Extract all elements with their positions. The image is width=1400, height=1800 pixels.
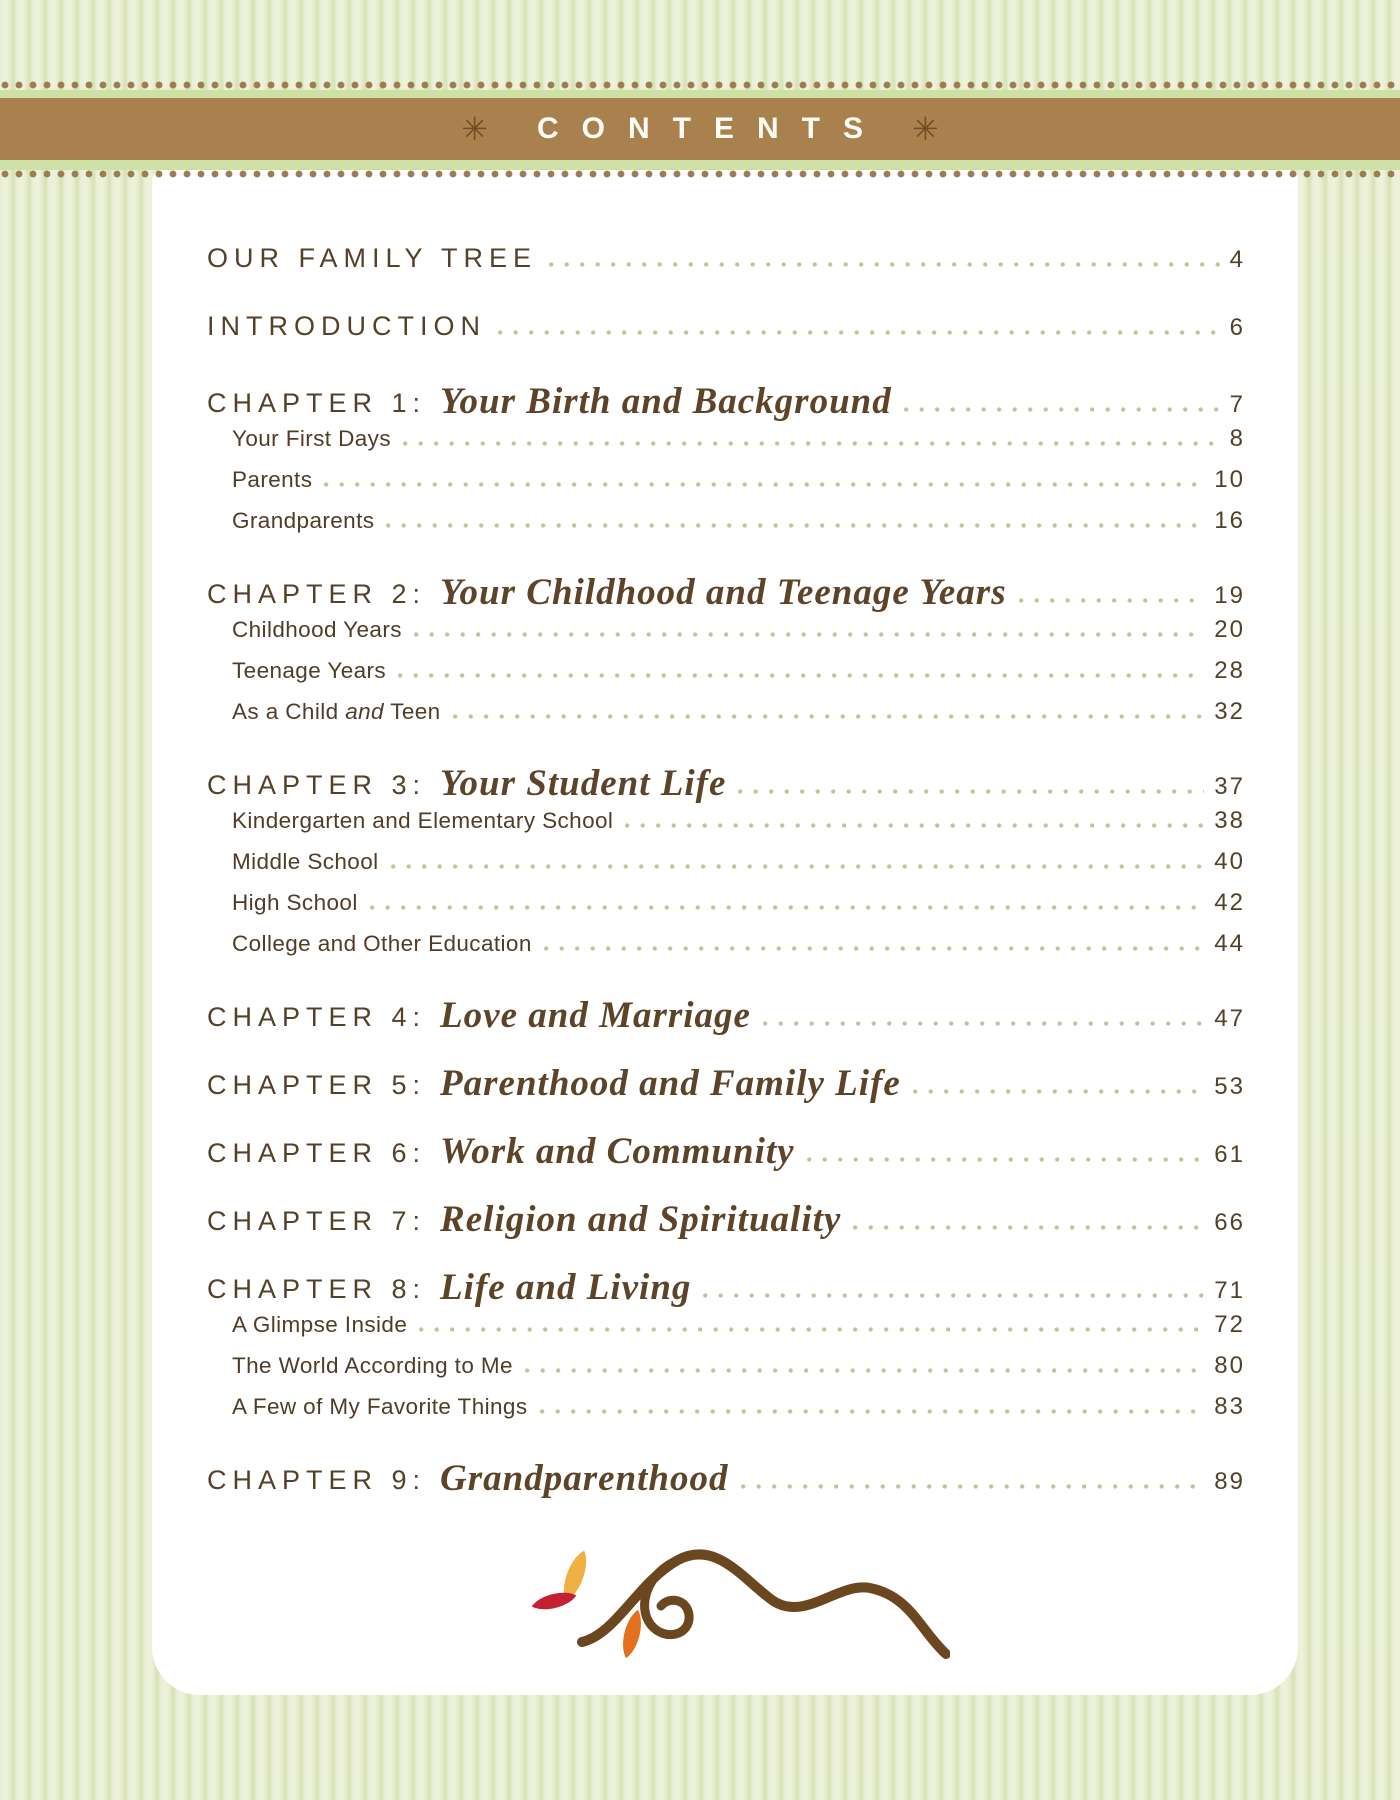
page-number: 53 <box>1214 1073 1245 1100</box>
toc-chapter-row <box>207 1456 1245 1502</box>
toc-heading-label: CHAPTER 6: <box>207 1138 427 1168</box>
toc-sub-row <box>207 889 1245 930</box>
toc-entry-label: The World According to Me <box>232 1353 513 1378</box>
page-number: 19 <box>1214 582 1245 609</box>
page-number: 10 <box>1214 466 1245 493</box>
toc-entry-label: A Few of My Favorite Things <box>232 1394 528 1419</box>
contents-card <box>152 170 1298 1695</box>
toc-heading-label: CHAPTER 3: <box>207 770 427 800</box>
toc-entry-label: Kindergarten and Elementary School <box>232 808 614 833</box>
page-number: 72 <box>1214 1311 1245 1338</box>
toc-sub-row <box>207 1393 1245 1434</box>
dot-leader <box>453 714 1205 719</box>
toc-chapter-row <box>207 1265 1245 1311</box>
dot-leader <box>386 523 1204 528</box>
dot-leader <box>498 330 1220 335</box>
page-number: 44 <box>1214 930 1245 957</box>
dot-leader <box>853 1225 1204 1230</box>
toc-entry-label: Middle School <box>232 849 379 874</box>
dotted-border-top <box>0 80 1400 90</box>
toc-sub-row <box>207 507 1245 548</box>
asterisk-ornament-icon: ✳ <box>461 110 488 148</box>
page-number: 71 <box>1214 1277 1245 1304</box>
dot-leader <box>324 482 1204 487</box>
toc-sub-row <box>207 807 1245 848</box>
toc-entry-label: Teenage Years <box>232 658 387 683</box>
toc-heading-label: CHAPTER 5: <box>207 1070 427 1100</box>
dot-leader <box>703 1293 1204 1298</box>
toc-sub-row <box>207 425 1245 466</box>
toc-row <box>207 243 1245 289</box>
page-number: 16 <box>1214 507 1245 534</box>
page-number: 37 <box>1214 773 1245 800</box>
dot-leader <box>763 1021 1204 1026</box>
dot-leader <box>549 262 1220 267</box>
contents-banner <box>0 98 1400 160</box>
dot-leader <box>398 673 1204 678</box>
page-number: 83 <box>1214 1393 1245 1420</box>
toc-row <box>207 311 1245 357</box>
toc-heading-label: CHAPTER 2: <box>207 579 427 609</box>
toc-sub-row <box>207 657 1245 698</box>
toc-entry-label: Your First Days <box>232 426 391 451</box>
page-number: 89 <box>1214 1468 1245 1495</box>
toc-heading-label: CHAPTER 9: <box>207 1465 427 1495</box>
toc-heading-label: OUR FAMILY TREE <box>207 243 538 273</box>
toc-chapter-title: Life and Living <box>440 1267 692 1308</box>
toc-entry-label: Grandparents <box>232 508 375 533</box>
page-number: 61 <box>1214 1141 1245 1168</box>
toc-chapter-row <box>207 570 1245 616</box>
page-number: 66 <box>1214 1209 1245 1236</box>
toc-entry-label: As a Child and Teen <box>232 699 441 724</box>
page-title: CONTENTS <box>537 112 886 145</box>
dot-leader <box>625 823 1204 828</box>
page-number: 38 <box>1214 807 1245 834</box>
dot-leader <box>741 1484 1205 1489</box>
toc-heading-label: CHAPTER 1: <box>207 388 427 418</box>
toc-sub-row <box>207 698 1245 739</box>
toc-chapter-title: Your Childhood and Teenage Years <box>440 572 1007 613</box>
page-number: 20 <box>1214 616 1245 643</box>
dot-leader <box>391 864 1205 869</box>
dotted-border-under-banner <box>0 169 1400 179</box>
toc-chapter-title: Your Birth and Background <box>440 381 892 422</box>
toc-chapter-title: Grandparenthood <box>440 1458 729 1499</box>
toc-chapter-title: Love and Marriage <box>440 995 751 1036</box>
page-number: 8 <box>1229 425 1245 452</box>
toc-chapter-row <box>207 1129 1245 1175</box>
dot-leader <box>419 1327 1204 1332</box>
page-number: 42 <box>1214 889 1245 916</box>
dot-leader <box>738 789 1204 794</box>
page-number: 28 <box>1214 657 1245 684</box>
branch-logo <box>520 1538 950 1662</box>
toc-heading-label: CHAPTER 8: <box>207 1274 427 1304</box>
toc-chapter-title: Your Student Life <box>440 763 727 804</box>
dot-leader <box>525 1368 1204 1373</box>
toc-sub-row <box>207 1352 1245 1393</box>
toc-chapter-row <box>207 379 1245 425</box>
dot-leader <box>414 632 1204 637</box>
page-number: 6 <box>1229 314 1245 341</box>
toc-entry-label: Childhood Years <box>232 617 402 642</box>
toc-chapter-title: Parenthood and Family Life <box>440 1063 901 1104</box>
toc-chapter-title: Religion and Spirituality <box>440 1199 842 1240</box>
toc-heading-label: INTRODUCTION <box>207 311 486 341</box>
toc-entry-label: College and Other Education <box>232 931 532 956</box>
toc-sub-row <box>207 848 1245 889</box>
toc-sub-row <box>207 1311 1245 1352</box>
toc-sub-row <box>207 616 1245 657</box>
toc-chapter-row <box>207 993 1245 1039</box>
dot-leader <box>540 1409 1205 1414</box>
page-number: 80 <box>1214 1352 1245 1379</box>
toc-chapter-row <box>207 1061 1245 1107</box>
dot-leader <box>807 1157 1205 1162</box>
page-number: 4 <box>1229 246 1245 273</box>
table-of-contents <box>207 170 1245 1502</box>
asterisk-ornament-icon: ✳ <box>912 110 939 148</box>
toc-chapter-row <box>207 761 1245 807</box>
toc-sub-row <box>207 466 1245 507</box>
dot-leader <box>370 905 1205 910</box>
page-number: 40 <box>1214 848 1245 875</box>
page-number: 7 <box>1229 391 1245 418</box>
page-number: 47 <box>1214 1005 1245 1032</box>
toc-entry-label: A Glimpse Inside <box>232 1312 408 1337</box>
toc-chapter-title: Work and Community <box>440 1131 795 1172</box>
green-band-top <box>0 90 1400 98</box>
toc-sub-row <box>207 930 1245 971</box>
dot-leader <box>403 441 1220 446</box>
toc-heading-label: CHAPTER 7: <box>207 1206 427 1236</box>
toc-chapter-row <box>207 1197 1245 1243</box>
dot-leader <box>913 1089 1205 1094</box>
dot-leader <box>1019 598 1205 603</box>
dot-leader <box>544 946 1205 951</box>
toc-entry-label: High School <box>232 890 358 915</box>
toc-heading-label: CHAPTER 4: <box>207 1002 427 1032</box>
page-number: 32 <box>1214 698 1245 725</box>
toc-entry-label: Parents <box>232 467 313 492</box>
dot-leader <box>904 407 1220 412</box>
